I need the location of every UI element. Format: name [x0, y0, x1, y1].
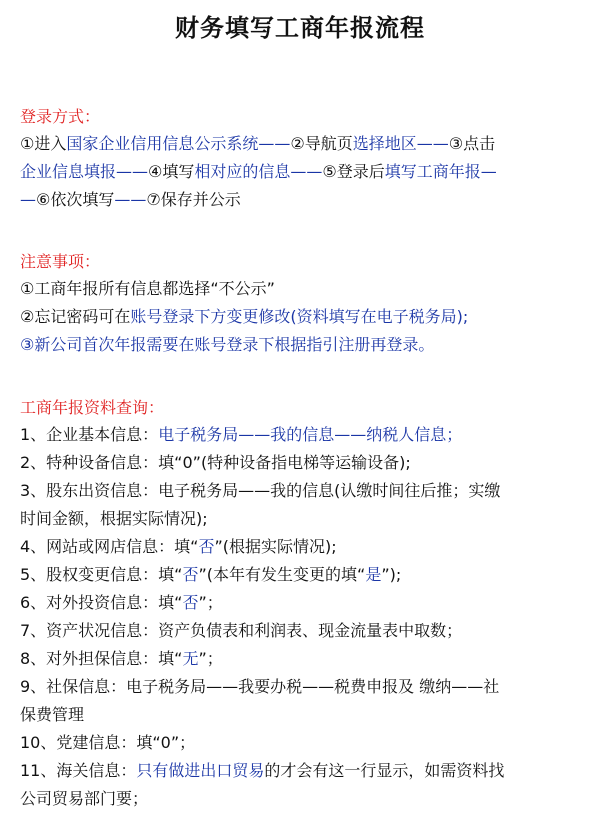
text-run: ”(根据实际情况); — [214, 537, 337, 556]
text-run: 保费管理 — [20, 705, 85, 724]
text-run: 3、股东出资信息：电子税务局——我的信息(认缴时间往后推；实缴 — [20, 481, 501, 500]
text-run: 8、对外担保信息：填“ — [20, 649, 183, 668]
query-item-7 — [20, 617, 595, 645]
query-item-9 — [20, 673, 595, 701]
text-run: 账号登录下方变更修改(资料填写在电子税务局); — [130, 307, 469, 326]
text-run: 2、特种设备信息：填“0”(特种设备指电梯等运输设备); — [20, 453, 411, 472]
text-run: 是 — [365, 565, 382, 584]
text-run: ”； — [198, 649, 223, 668]
notes-heading: 注意事项： — [20, 252, 101, 271]
text-run: ④填写 — [148, 162, 195, 181]
text-run: 4、网站或网店信息：填“ — [20, 537, 199, 556]
text-run: 无 — [182, 649, 199, 668]
text-run: 7、资产状况信息：资产负债表和利润表、现金流量表中取数； — [20, 621, 463, 640]
login-section — [20, 104, 595, 214]
text-run: ①工商年报所有信息都选择“不公示” — [20, 279, 275, 298]
text-run: ”); — [381, 565, 402, 584]
text-run: 9、社保信息：电子税务局——我要办税——税费申报及 缴纳——社 — [20, 677, 500, 696]
query-heading: 工商年报资料查询： — [20, 398, 165, 417]
query-item-6 — [20, 589, 595, 617]
query-item-4 — [20, 533, 595, 561]
notes-line-1 — [20, 275, 595, 303]
query-item-10 — [20, 729, 595, 757]
text-run: 10、党建信息：填“0”； — [20, 733, 196, 752]
query-item-1 — [20, 421, 595, 449]
text-run: 选择地区—— — [352, 134, 449, 153]
query-item-5 — [20, 561, 595, 589]
text-run: — — [20, 190, 36, 209]
query-item-9-cont — [20, 701, 595, 729]
login-line-3 — [20, 186, 595, 214]
page-title: 财务填写工商年报流程 — [175, 14, 425, 42]
text-run: 国家企业信用信息公示系统—— — [66, 134, 291, 153]
text-run: 时间金额，根据实际情况); — [20, 509, 208, 528]
query-item-3-cont — [20, 505, 595, 533]
login-heading: 登录方式： — [20, 107, 101, 126]
text-run: 否 — [182, 593, 199, 612]
text-run: ⑤登录后 — [322, 162, 385, 181]
text-run: ②导航页 — [290, 134, 353, 153]
query-section — [20, 395, 595, 813]
text-run: ②忘记密码可在 — [20, 307, 131, 326]
text-run: 1、企业基本信息： — [20, 425, 159, 444]
text-run: 的才会有这一行显示，如需资料找 — [264, 761, 505, 780]
text-run: 公司贸易部门要； — [20, 789, 149, 808]
query-item-8 — [20, 645, 595, 673]
query-item-3 — [20, 477, 595, 505]
notes-line-2 — [20, 303, 595, 331]
text-run: 电子税务局——我的信息——纳税人信息； — [158, 425, 463, 444]
text-run: 填写工商年报— — [384, 162, 497, 181]
text-run: 11、海关信息： — [20, 761, 137, 780]
text-run: ⑥依次填写 — [36, 190, 115, 209]
text-run: 否 — [198, 537, 215, 556]
text-run: 相对应的信息—— — [194, 162, 323, 181]
text-run: 企业信息填报—— — [20, 162, 149, 181]
text-run: ⑦保存并公示 — [146, 190, 241, 209]
login-line-1 — [20, 130, 595, 158]
text-run: ①进入 — [20, 134, 67, 153]
text-run: —— — [114, 190, 147, 209]
text-run: 只有做进出口贸易 — [136, 761, 265, 780]
text-run: 6、对外投资信息：填“ — [20, 593, 183, 612]
query-item-2 — [20, 449, 595, 477]
text-run: 5、股权变更信息：填“ — [20, 565, 183, 584]
notes-line-3 — [20, 331, 595, 359]
text-run: ”； — [198, 593, 223, 612]
query-item-11-cont — [20, 785, 595, 813]
query-item-11 — [20, 757, 595, 785]
text-run: ③新公司首次年报需要在账号登录下根据指引注册再登录。 — [20, 335, 435, 354]
notes-section — [20, 249, 595, 359]
text-run: ”(本年有发生变更的填“ — [198, 565, 366, 584]
login-line-2 — [20, 158, 595, 186]
text-run: 否 — [182, 565, 199, 584]
text-run: ③点击 — [448, 134, 496, 153]
